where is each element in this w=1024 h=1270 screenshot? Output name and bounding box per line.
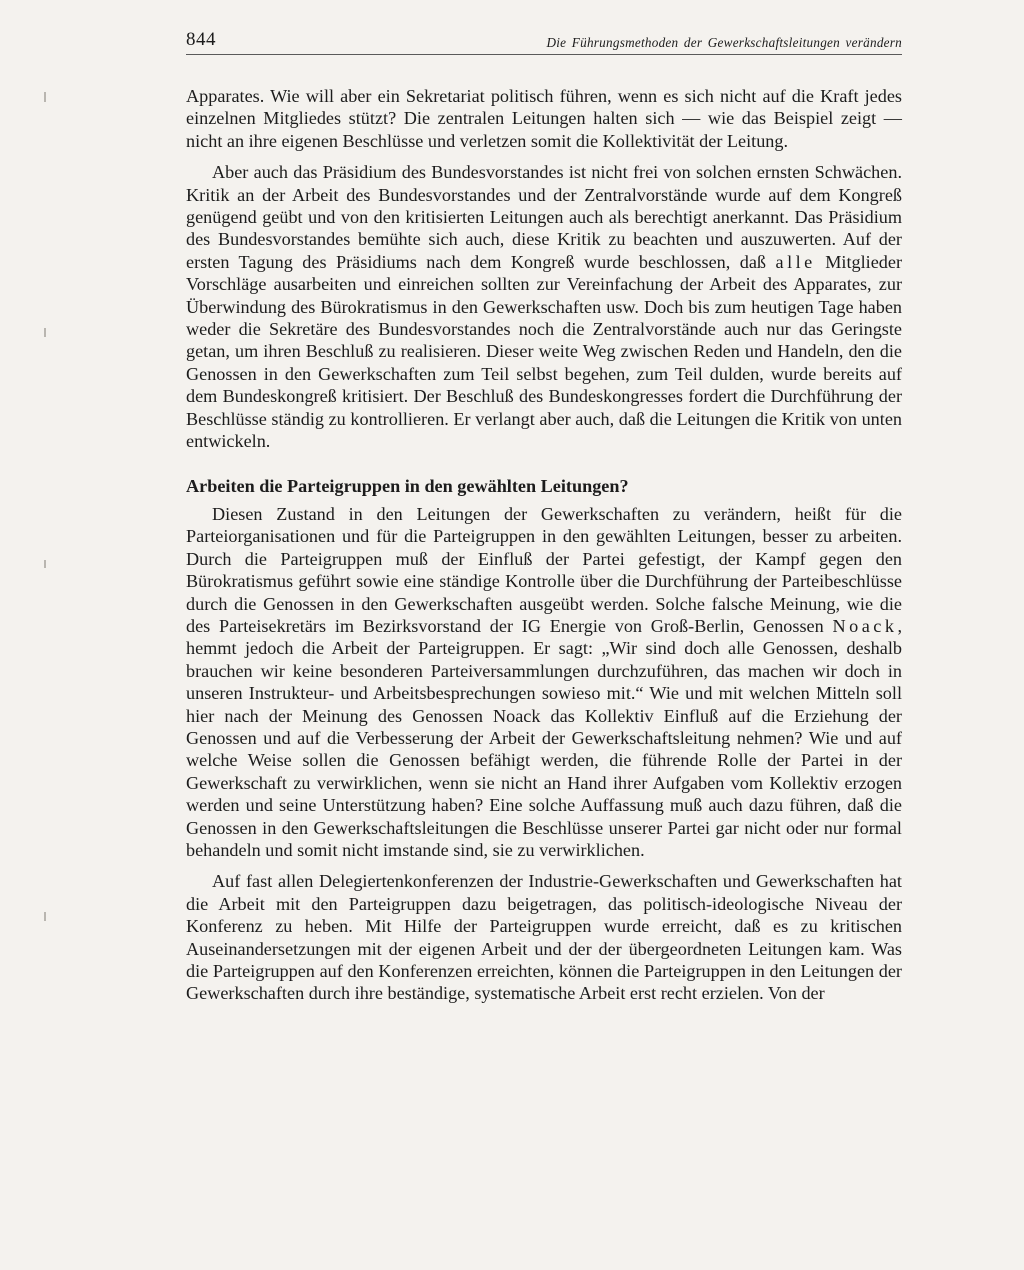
paragraph-4: Auf fast allen Delegiertenkonferenzen der Industrie-Gewerkschaften und Gewerkschaften hat die Arbeit mit den Parteigruppen dazu beigetragen, das politisch-ideologische Niveau der Konferenz zu heben. Mit Hilfe der Parteigruppen wurde erreicht, daß es zu kritischen Auseinandersetzungen mit der eigenen Arbeit und der der übergeordneten Leitungen kam. Was die Parteigruppen auf den Konferenzen erreichten, können die Parteigruppen in den Leitungen der Gewerkschaften durch ihre beständige, systematische Arbeit erst recht erzielen. Von der xyxy=(186,871,902,1004)
paragraph-1: Apparates. Wie will aber ein Sekretariat politisch führen, wenn es sich nicht auf die Kraft jedes einzelnen Mitgliedes stützt? Die zentralen Leitungen halten sich — wie das Beispiel zeigt — nicht an ihre eigenen Beschlüsse und verletzen somit die Kollektivität der Leitung. xyxy=(186,86,902,151)
margin-mark xyxy=(44,92,46,102)
emphasis-noack: Noack xyxy=(832,615,898,636)
running-title: Die Führungsmethoden der Gewerkschaftsleitungen verändern xyxy=(546,35,902,50)
paragraph-3-part-2: , hemmt jedoch die Arbeit der Parteigruppen. Er sagt: „Wir sind doch alle Genossen, deshalb brauchen wir keine besonderen Parteiversammlungen durchzuführen, das machen wir doch in unseren Instrukteur- und Arbeitsbesprechungen sowieso mit.“ Wie und mit welchen Mitteln soll hier nach der Meinung des Genossen Noack das Kollektiv Einfluß auf die Erziehung der Genossen und auf die Verbesserung der Arbeit der Gewerkschaftsleitung nehmen? Wie und auf welche Weise sollen die Genossen befähigt werden, die führende Rolle der Partei in der Gewerkschaft zu verwirklichen, wenn sie nicht an Hand ihrer Aufgaben vom Kollektiv erzogen werden und seine Unterstützung haben? Eine solche Auffassung muß auch dazu führen, daß die Genossen in den Gewerkschaftsleitungen die Beschlüsse unserer Partei gar nicht oder nur formal behandeln und somit nicht imstande sind, sie zu verwirklichen. xyxy=(186,615,902,860)
emphasis-alle: alle xyxy=(775,251,816,272)
paragraph-2 xyxy=(186,161,902,452)
page-number: 844 xyxy=(186,29,216,50)
margin-mark xyxy=(44,328,46,337)
body-text xyxy=(186,85,902,1005)
page-header xyxy=(186,28,902,55)
paragraph-2-part-1: Aber auch das Präsidium des Bundesvorstandes ist nicht frei von solchen ernsten Schwächen. Kritik an der Arbeit des Bundesvorstandes und der Zentralvorstände wurde auf dem Kongreß genügend geübt und von den kritisierten Leitungen auch als berechtigt anerkannt. Das Präsidium des Bundesvorstandes bemühte sich auch, diese Kritik zu beachten und auszuwerten. Auf der ersten Tagung des Präsidiums nach dem Kongreß wurde beschlossen, daß xyxy=(186,162,902,272)
paragraph-3 xyxy=(186,503,902,862)
margin-mark xyxy=(44,912,46,921)
section-heading: Arbeiten die Parteigruppen in den gewählten Leitungen? xyxy=(186,475,629,496)
paragraph-3-part-1: Diesen Zustand in den Leitungen der Gewerkschaften zu verändern, heißt für die Parteiorganisationen und für die Parteigruppen in den gewählten Leitungen, besser zu arbeiten. Durch die Parteigruppen muß der Einfluß der Partei gefestigt, der Kampf gegen den Bürokratismus geführt sowie eine ständige Kontrolle über die Durchführung der Parteibeschlüsse durch die Genossen in den Gewerkschaften ausgeübt werden. Solche falsche Meinung, wie die des Parteisekretärs im Bezirksvorstand der IG Energie von Groß-Berlin, Genossen xyxy=(186,503,902,636)
margin-mark xyxy=(44,560,46,568)
paragraph-2-part-2: Mitglieder Vorschläge ausarbeiten und einreichen sollten zur Vereinfachung der Arbeit des Apparates, zur Überwindung des Bürokratismus in den Gewerkschaften usw. Doch bis zum heutigen Tage haben weder die Sekretäre des Bundesvorstandes noch die Zentralvorstände auch nur das Geringste getan, um ihren Beschluß zu realisieren. Dieser weite Weg zwischen Reden und Handeln, den die Genossen in den Gewerkschaften zum Teil selbst begehen, zum Teil dulden, wurde bereits auf dem Bundeskongreß kritisiert. Der Beschluß des Bundeskongresses fordert die Durchführung der Beschlüsse ständig zu kontrollieren. Er verlangt aber auch, daß die Leitungen die Kritik von unten entwickeln. xyxy=(186,251,902,452)
